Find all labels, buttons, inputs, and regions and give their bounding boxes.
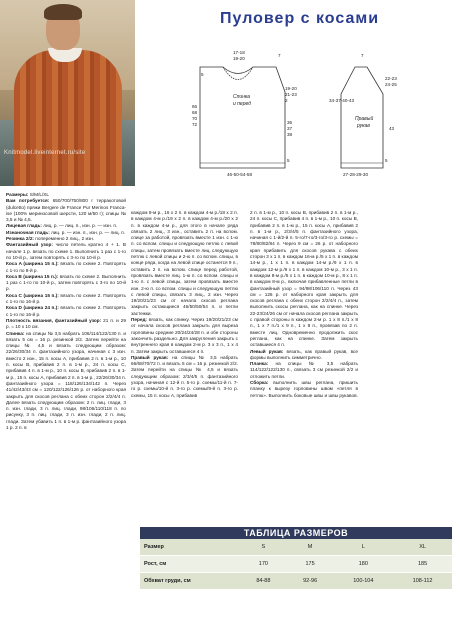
paragraph bbox=[131, 355, 238, 399]
sweater-illustration bbox=[14, 50, 122, 186]
size-table-title: ТАБЛИЦА РАЗМЕРОВ bbox=[140, 527, 452, 539]
side-left-2: 68 bbox=[192, 110, 198, 115]
side-left-1: 66 bbox=[192, 104, 198, 109]
paragraph-heading: Коса B (ширина 15 п.): bbox=[6, 273, 59, 279]
paragraph bbox=[6, 305, 126, 318]
paragraph-text: вязать по схеме 2. Повторять с 1-го по 8-й р. bbox=[6, 261, 127, 273]
front-label-1: Спинка bbox=[233, 94, 251, 100]
paragraph bbox=[6, 242, 126, 261]
side-right-2: 37 bbox=[287, 126, 293, 131]
size-header-row bbox=[140, 539, 452, 556]
sleeve-top: 7 bbox=[361, 53, 364, 58]
paragraph-text: число петель кратно 4 + 1. В начале 1 р. вязать по схеме 1. Выполнить 1 раз с 1-го по 10-й р., затем повторять с 3-го по 10-й р. bbox=[6, 242, 126, 260]
paragraph-heading: Планка: bbox=[250, 361, 269, 367]
paragraph bbox=[6, 261, 126, 274]
paragraph-text: вязать по схеме 2. Повторять с 1-го по 16-й р. bbox=[6, 292, 127, 305]
paragraph bbox=[250, 361, 358, 380]
sleeve-cuff: 5 bbox=[385, 158, 388, 163]
neck-depth-1: 19-20 bbox=[285, 86, 297, 91]
paragraph-heading: Спинка: bbox=[6, 330, 25, 336]
paragraph bbox=[6, 318, 126, 331]
side-left-3: 70 bbox=[192, 116, 198, 121]
paragraph-text: 650/700/750/800 г терракотовой (dulcetto) пряжи Bergere de France Pur Merinos Francaise (100% мериносовой шерсти, 120 м/50 г); спицы № 3,5 и № 4,5. bbox=[6, 198, 126, 223]
size-header-m: M bbox=[287, 539, 334, 556]
top-7: 7 bbox=[278, 53, 281, 58]
paragraph-text: на спицы № 3,5 набрать 114/122/122/130 п., связать 3 см резинкой 2/2 и отложить петли. bbox=[250, 361, 358, 379]
paragraph-heading: Левый рукав: bbox=[250, 348, 284, 354]
paragraph-text: на спицы № 3,5 набрать 66/68/70/72 п. и вязать 5 см = 16 р. резинкой 2/2. Затем перейти на спицы № 4,5 и вязать следующим образом: 2/3/4/5 п. фантазийного узора, начиная с 12-й п. 5-го р. схемы/11-й п. 7-го р. схемы/10-й п. 3-го р. схемы/9-й п. 3-го р. схемы, 15 п. косы A, прибавив bbox=[131, 354, 239, 398]
paragraph-text: на спицы № 3,5 набрать 106/114/122/130 п. и вязать 5 см = 16 р. резинкой 2/2. Затем перейти на спицы № 4,5 и вязать следующим образом: 22/26/30/34 п. фантазийного узора, начиная с 3 изн. вместо 2 изн., 15 п. косы А, прибавив 2 п. в 1-м р., 10 п. косы B, прибавив 2 п. в 1-м р., 24 п. косы C, прибавив 4 п. в 1-м р., 10 п. косы B, прибавив 2 п. в 1-м р., 15 п. косы A, прибавив 2 п. в 1-м р., 22/26/30/34 п. фантазийного узора = 118/126/134/142 п. Через 41/42/43/43 см = 120/122/126/126 р. от наборного края закрыть для скосов реглана с обеих сторон 2/2/4/4 п. Далее вязать следующим образом: 2 п. лиц. глади, 3 п. изн. глади, 3 п. лиц. глади, 98/106/110/118 п. по рисунку, 3 п. лиц. глади, 3 п. изн. глади, 2 п. лиц. глади. Затем убавить 1 п. в 1-м р. фантазийного узора 1 р. 2 п. в bbox=[6, 330, 126, 430]
size-header-s: S bbox=[240, 539, 287, 556]
side-left-4: 72 bbox=[192, 122, 198, 127]
instructions-column-1 bbox=[6, 192, 126, 431]
paragraph-heading: Правый рукав: bbox=[131, 354, 169, 360]
paragraph-text: 2 п. в 1-м р., 10 п. косы B, прибавив 2 п. в 1-м р., 24 п. косы C, прибавив 4 п. в 1-м р., 10 п. косы B, прибавив 2 п. в 1-м р., 15 п. косы A, прибавив 2 п. в 1-м р., 2/3/4/5 п. фантазийного узора, начиная с 1-й/2-й п. 5-го/7-го/3-го/3-го р. схемы = 78/80/82/84 п. Через 9 см = 26 р. от наборного края прибавить для скосов рукава с обеих сторон 3 х 1 п. в каждом 16-м р./5 х 1 п. в каждом 14-м р., 1 х 1 п. в каждом 14-м р./9 х 1 п. в каждом 12-м р./9 х 1 п. в каждом 10-м р., 3 х 1 п. в каждом 8-м р./5 х 1 п. в каждом 10-м р., 8 х 1 п. в каждом 8-м р., включая прибавленные петли в фантазийный узор = 94/98/106/110 п. Через 43 см = 126 р. от наборного края закрыть для скосов реглана с обеих сторон 2/2/4/4 п., затем выполнить скосы реглана, как на спинке. Через 22-23/24/26 см от начала скосов реглана закрыть с правой стороны в каждом 2-м р. 1 х 8 п./1 х 8 п., 1 х 7 п./1 х 9 п., 1 х 8 п., провязав по 2 п. вместе лиц. Одновременно продолжить скос реглана, как на спинке. Затем закрыть оставшиеся 4 п. bbox=[250, 210, 358, 348]
size-row-height: Рост, см 170 175 180 185 bbox=[140, 556, 452, 573]
paragraph-heading: Размеры: bbox=[6, 192, 29, 197]
paragraph bbox=[6, 274, 126, 293]
paragraph-heading: Перед: bbox=[131, 317, 147, 323]
paragraph-heading: Коса D (ширина 24 п.): bbox=[6, 305, 59, 311]
paragraph-text: выполнить швы реглана, пришить планку к вырезу горловины швом «петля в петлю». Выполнить боковые швы и швы рукавов. bbox=[250, 380, 358, 398]
page-title: Пуловер с косами bbox=[220, 10, 380, 27]
side-right-3: 38 bbox=[287, 132, 293, 137]
top-width-2: 19-20 bbox=[233, 56, 245, 61]
paragraph-text: каждом 8-м р., 16 х 2 п. в каждом 4-м р./18 х 2 п. в каждом 4-м р./19 х 2 п. в каждом 4-м р./20 х 2 п. в каждом 4-м р., для этого в начале ряда связать 2 лиц., 3 изн., оставить 2 п. на вспом. спице за работой, провязать вместе 1 изн. с 1-ю п. со вспом. спицы и следующую петлю с левой спицы, затем провязать вместе лиц. следующую петлю с левой спицы и 2-ю п. со вспом. спицы, в конце ряда, когда на левой спице останется 9 п., оставить 2 п. на вспом. спице перед работой, провязать вместе лиц. 1-ю п. со вспом. спицы и 1-ю п. с левой спицы, затем провязать вместе изн. 2-ю п. со вспом. спицы и следующую петлю с левой спицы, связать 3 лиц., 2 изн. Через 19/20/21/23 см от начала скосов реглана закрыть остающиеся 46/50/50/54 п. и петли застежки. bbox=[131, 210, 238, 316]
paragraph-heading: Коса C (ширина 15 п.): bbox=[6, 292, 59, 298]
paragraph bbox=[6, 331, 126, 432]
pattern-schematic bbox=[135, 40, 460, 190]
paragraph-heading: Плотность вязания, фантазийный узор: bbox=[6, 317, 102, 323]
bottom-width: 46-50-54-58 bbox=[227, 172, 253, 177]
paragraph-text: лиц. р. — изн. п., изн. р. — лиц. п. bbox=[49, 229, 125, 235]
paragraph bbox=[131, 210, 238, 317]
paragraph-heading: Коса A (ширина 15 п.): bbox=[6, 261, 59, 267]
paragraph bbox=[250, 349, 358, 362]
paragraph-text: попеременно 2 лиц., 2 изн. bbox=[34, 236, 95, 242]
paragraph-text: вязать, как спинку. Через 19/20/21/23 см от начала скосов реглана закрыть для выреза горловины средние 20/24/24/28 п. и обе стороны закончить раздельно. Для закругления закрыть с внутреннего края в каждом 2-м р. 3 х 3 п., 1 х 4 п. Затем закрыть оставшиеся 4 п. bbox=[131, 317, 238, 354]
sleeve-label-2: рукав bbox=[357, 123, 370, 129]
size-header-label: Размер bbox=[140, 539, 240, 556]
front-label-2: и перед bbox=[233, 101, 251, 107]
paragraph-heading: Лицевая гладь: bbox=[6, 223, 42, 229]
sleeve-bottom-width: 27-28-29-30 bbox=[343, 172, 369, 177]
sleeve-cap-2: 24-25 bbox=[385, 82, 397, 87]
bottom-5: 5 bbox=[287, 158, 290, 163]
paragraph bbox=[6, 198, 126, 223]
paragraph bbox=[6, 293, 126, 306]
paragraph-text: вязать по схеме 2. Выполнить 1 раз с 1-го по 10-й р., затем повторять с 3-го по 10-й р. bbox=[6, 273, 126, 292]
paragraph-heading: Резинка 2/2: bbox=[6, 236, 34, 242]
top-width-1: 17-18 bbox=[233, 50, 245, 55]
paragraph-heading: Фантазийный узор: bbox=[6, 242, 53, 248]
size-table bbox=[140, 527, 452, 590]
paragraph-heading: Изнаночная гладь: bbox=[6, 229, 50, 235]
size-header-l: L bbox=[333, 539, 393, 556]
paragraph-text: лиц. р. — лиц. п., изн. р. — изн. п. bbox=[41, 223, 118, 229]
paragraph bbox=[250, 380, 358, 399]
paragraph bbox=[131, 317, 238, 355]
side-right-1: 36 bbox=[287, 120, 293, 125]
sleeve-width: 34-37-40-43 bbox=[329, 98, 355, 103]
paragraph bbox=[250, 210, 358, 349]
model-photo bbox=[0, 0, 135, 186]
paragraph-text: S/M/L/XL bbox=[28, 192, 50, 197]
instructions-column-3 bbox=[250, 210, 358, 399]
photo-watermark: Knitmodel.liveinternet.ru/site bbox=[4, 150, 86, 156]
sleeve-length: 43 bbox=[389, 126, 395, 131]
instructions-column-2 bbox=[131, 210, 238, 399]
paragraph-heading: Сборка: bbox=[250, 380, 269, 386]
paragraph-text: вязать, как правый рукав, все формы выполнить симметрично. bbox=[250, 348, 358, 360]
paragraph-text: 21 п. и 29 р. = 10 х 10 см. bbox=[6, 317, 126, 330]
paragraph-text: вязать по схеме 2. Повторять с 1-го по 16-й р. bbox=[6, 305, 127, 317]
paragraph-heading: Вам потребуется: bbox=[6, 198, 50, 204]
neck-2: 2 bbox=[285, 98, 288, 103]
neck-depth-2: 21-23 bbox=[285, 92, 297, 97]
body-outline bbox=[200, 67, 285, 168]
sleeve-cap-1: 22-23 bbox=[385, 76, 397, 81]
sleeve-label-1: Правый bbox=[355, 116, 374, 122]
size-row-chest: Обхват груди, см 84-88 92-96 100-104 108-112 bbox=[140, 573, 452, 590]
armhole-5: 5 bbox=[201, 72, 204, 77]
size-header-xl: XL bbox=[393, 539, 452, 556]
